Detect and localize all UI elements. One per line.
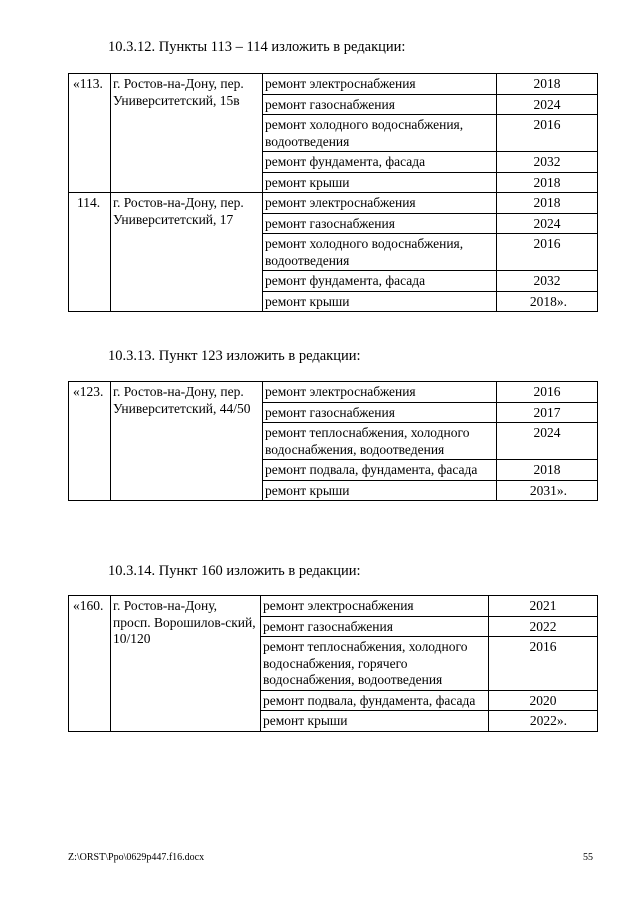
year-cell: 2032 xyxy=(497,271,598,292)
address-cell: г. Ростов-на-Дону, пер. Университетский, 15в xyxy=(111,74,263,193)
work-cell: ремонт фундамента, фасада xyxy=(263,271,497,292)
year-cell: 2016 xyxy=(497,115,598,152)
work-cell: ремонт крыши xyxy=(263,480,497,501)
year-cell: 2017 xyxy=(497,402,598,423)
work-cell: ремонт подвала, фундамента, фасада xyxy=(263,460,497,481)
table-row xyxy=(69,382,598,403)
work-cell: ремонт крыши xyxy=(263,291,497,312)
work-cell: ремонт газоснабжения xyxy=(263,402,497,423)
work-cell: ремонт электроснабжения xyxy=(261,596,489,617)
year-cell: 2016 xyxy=(489,637,598,691)
year-cell: 2022». xyxy=(489,711,598,732)
year-cell: 2032 xyxy=(497,152,598,173)
address-cell: г. Ростов-на-Дону, просп. Ворошилов-ский, 10/120 xyxy=(111,596,261,732)
address-cell: г. Ростов-на-Дону, пер. Университетский, 17 xyxy=(111,193,263,312)
work-cell: ремонт крыши xyxy=(263,172,497,193)
work-cell: ремонт холодного водоснабжения, водоотведения xyxy=(263,234,497,271)
document-table xyxy=(68,595,598,732)
table-row xyxy=(69,596,598,617)
year-cell: 2018 xyxy=(497,172,598,193)
table-row xyxy=(69,193,598,214)
year-cell: 2024 xyxy=(497,213,598,234)
work-cell: ремонт газоснабжения xyxy=(263,94,497,115)
year-cell: 2020 xyxy=(489,690,598,711)
item-number: 114. xyxy=(69,193,111,312)
work-cell: ремонт газоснабжения xyxy=(261,616,489,637)
work-cell: ремонт теплоснабжения, холодного водоснабжения, водоотведения xyxy=(263,423,497,460)
work-cell: ремонт теплоснабжения, холодного водоснабжения, горячего водоснабжения, водоотведения xyxy=(261,637,489,691)
work-cell: ремонт подвала, фундамента, фасада xyxy=(261,690,489,711)
year-cell: 2018». xyxy=(497,291,598,312)
work-cell: ремонт фундамента, фасада xyxy=(263,152,497,173)
section-heading: 10.3.13. Пункт 123 изложить в редакции: xyxy=(108,348,361,364)
section-heading: 10.3.14. Пункт 160 изложить в редакции: xyxy=(108,563,361,579)
year-cell: 2018 xyxy=(497,460,598,481)
page-number: 55 xyxy=(583,852,593,863)
year-cell: 2018 xyxy=(497,74,598,95)
table-row xyxy=(69,74,598,95)
work-cell: ремонт крыши xyxy=(261,711,489,732)
item-number: «113. xyxy=(69,74,111,193)
year-cell: 2018 xyxy=(497,193,598,214)
year-cell: 2016 xyxy=(497,234,598,271)
footer-file-path: Z:\ORST\Ppo\0629p447.f16.docx xyxy=(68,852,205,863)
year-cell: 2021 xyxy=(489,596,598,617)
year-cell: 2024 xyxy=(497,423,598,460)
year-cell: 2022 xyxy=(489,616,598,637)
item-number: «123. xyxy=(69,382,111,501)
document-table xyxy=(68,73,598,312)
item-number: «160. xyxy=(69,596,111,732)
year-cell: 2031». xyxy=(497,480,598,501)
work-cell: ремонт электроснабжения xyxy=(263,382,497,403)
section-heading: 10.3.12. Пункты 113 – 114 изложить в редакции: xyxy=(108,39,406,55)
year-cell: 2016 xyxy=(497,382,598,403)
work-cell: ремонт электроснабжения xyxy=(263,193,497,214)
work-cell: ремонт холодного водоснабжения, водоотведения xyxy=(263,115,497,152)
document-table xyxy=(68,381,598,501)
work-cell: ремонт газоснабжения xyxy=(263,213,497,234)
work-cell: ремонт электроснабжения xyxy=(263,74,497,95)
year-cell: 2024 xyxy=(497,94,598,115)
address-cell: г. Ростов-на-Дону, пер. Университетский, 44/50 xyxy=(111,382,263,501)
